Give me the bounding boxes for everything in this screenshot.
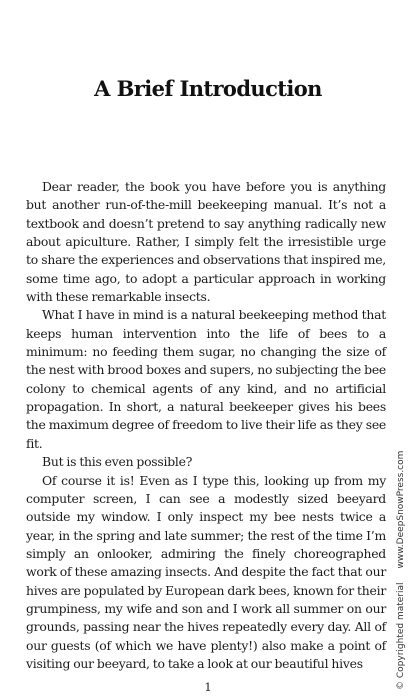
page-number: 1	[204, 680, 212, 694]
paragraph: Of course it is! Even as I type this, looking up from my computer screen, I can see a modestly sized beeyard outside my window. I only inspect my bee nests twice a year, in the spring and late summer; the rest of the time I’m simply an onlooker, admiring the finely choreographed work of these amazing insects. And despite the fact that our hives are populated by European dark bees, known for their grumpiness, my wife and son and I work all summer on our grounds, passing near the hives repeatedly every day. All of our guests (of which we have plenty!) also make a point of visiting our beeyard, to take a look at our beautiful hives	[26, 472, 386, 671]
copyright-text: © Copyrighted material	[396, 582, 406, 690]
paragraph: Dear reader, the book you have before you is anything but another run-of-the-mill beekeeping manual. It’s not a textbook and doesn’t pretend to say anything radically new about apiculture. Rather, I simply felt the irresistible urge to share the experiences and observations that inspired me, some time ago, to adopt a particular approach in working with these remarkable insects.	[26, 179, 386, 305]
paragraph: But is this even possible?	[42, 454, 193, 470]
copyright-notice	[396, 451, 406, 690]
website-text: www.DeepSnowPress.com	[396, 450, 406, 569]
paragraph: What I have in mind is a natural beekeeping method that keeps human intervention into the life of bees to a minimum: no feeding them sugar, no changing the size of the nest with brood boxes and supers, no subjecting the bee colony to chemical agents of any kind, and no artificial propagation. In short, a natural beekeeper gives his bees the maximum degree of freedom to live their life as they see fit.	[26, 307, 386, 451]
chapter-title: A Brief Introduction	[94, 76, 322, 101]
body-text	[26, 178, 386, 673]
